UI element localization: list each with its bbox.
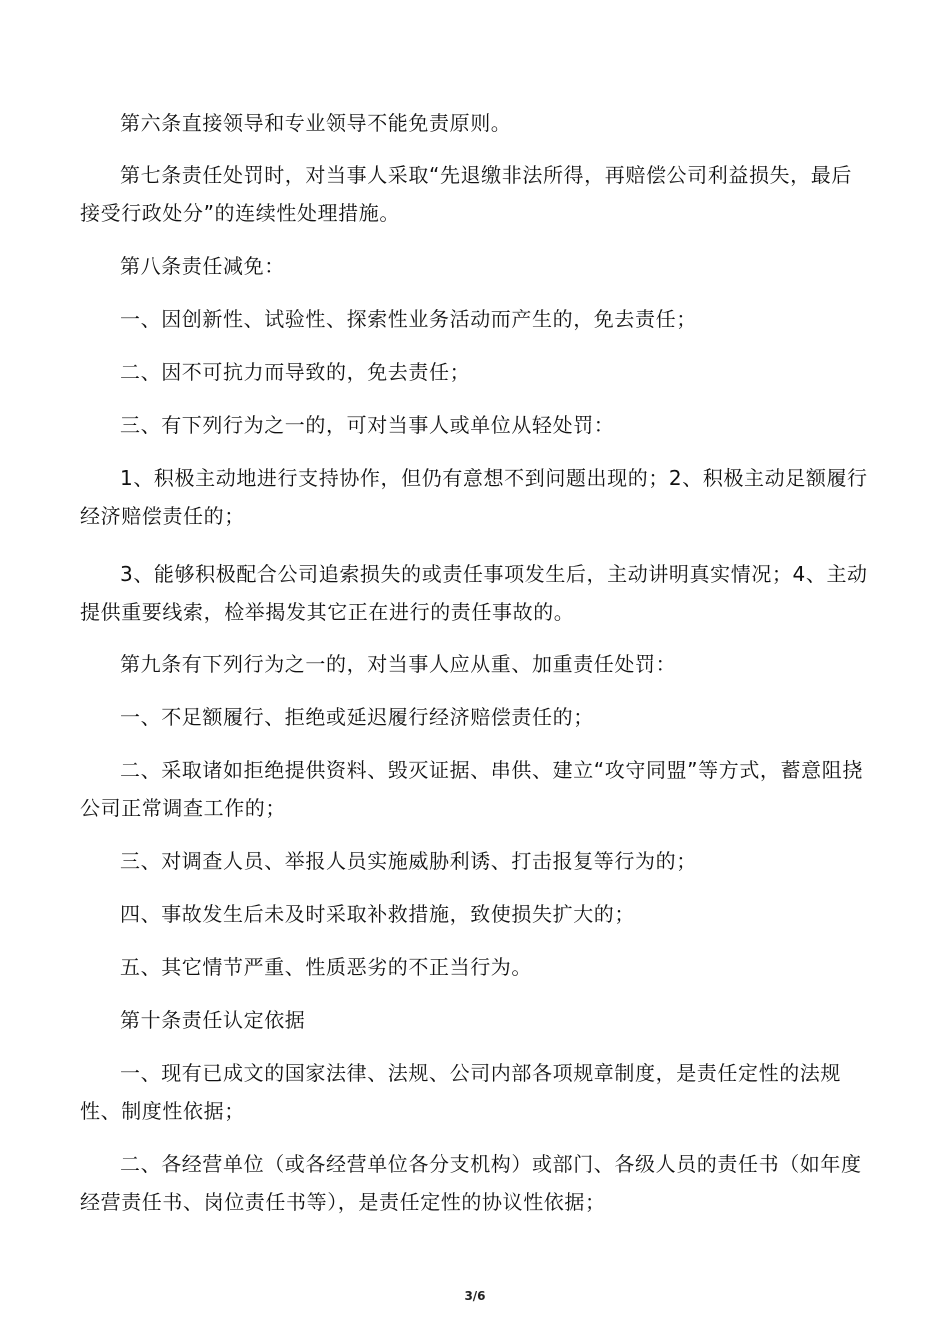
- paragraph-article-9-item-2: 二、采取诸如拒绝提供资料、毁灭证据、串供、建立“攻守同盟”等方式，蓄意阻挠公司正常调查工作的；: [80, 758, 863, 820]
- paragraph-article-6: 第六条直接领导和专业领导不能免责原则。: [120, 111, 512, 135]
- paragraph-article-9-item-3: 三、对调查人员、举报人员实施威胁利诱、打击报复等行为的；: [120, 849, 697, 873]
- paragraph-article-8: 第八条责任减免：: [120, 254, 285, 278]
- paragraph-article-8-item-2: 二、因不可抗力而导致的，免去责任；: [120, 360, 471, 384]
- document-body: [80, 104, 870, 1221]
- paragraph-article-10-item-2: 二、各经营单位（或各经营单位各分支机构）或部门、各级人员的责任书（如年度经营责任书、岗位责任书等），是责任定性的协议性依据；: [80, 1152, 862, 1214]
- paragraph-article-8-item-3: 三、有下列行为之一的，可对当事人或单位从轻处罚：: [120, 413, 615, 437]
- paragraph-article-10: 第十条责任认定依据: [120, 1008, 306, 1032]
- paragraph-article-7: 第七条责任处罚时，对当事人采取“先退缴非法所得，再赔偿公司利益损失，最后接受行政处分”的连续性处理措施。: [80, 163, 852, 225]
- paragraph-article-8-sub-1-2: 1、积极主动地进行支持协作，但仍有意想不到问题出现的；2、积极主动足额履行经济赔偿责任的；: [80, 466, 868, 528]
- paragraph-article-9-item-4: 四、事故发生后未及时采取补救措施，致使损失扩大的；: [120, 902, 635, 926]
- paragraph-article-9-item-5: 五、其它情节严重、性质恶劣的不正当行为。: [120, 955, 532, 979]
- paragraph-article-9: 第九条有下列行为之一的，对当事人应从重、加重责任处罚：: [120, 652, 677, 676]
- page-number: 3/6: [464, 1289, 486, 1303]
- paragraph-article-8-item-1: 一、因创新性、试验性、探索性业务活动而产生的，免去责任；: [120, 307, 697, 331]
- paragraph-article-9-item-1: 一、不足额履行、拒绝或延迟履行经济赔偿责任的；: [120, 705, 594, 729]
- paragraph-article-10-item-1: 一、现有已成文的国家法律、法规、公司内部各项规章制度，是责任定性的法规性、制度性依据；: [80, 1061, 841, 1123]
- paragraph-article-8-sub-3-4: 3、能够积极配合公司追索损失的或责任事项发生后，主动讲明真实情况；4、主动提供重要线索，检举揭发其它正在进行的责任事故的。: [80, 562, 868, 624]
